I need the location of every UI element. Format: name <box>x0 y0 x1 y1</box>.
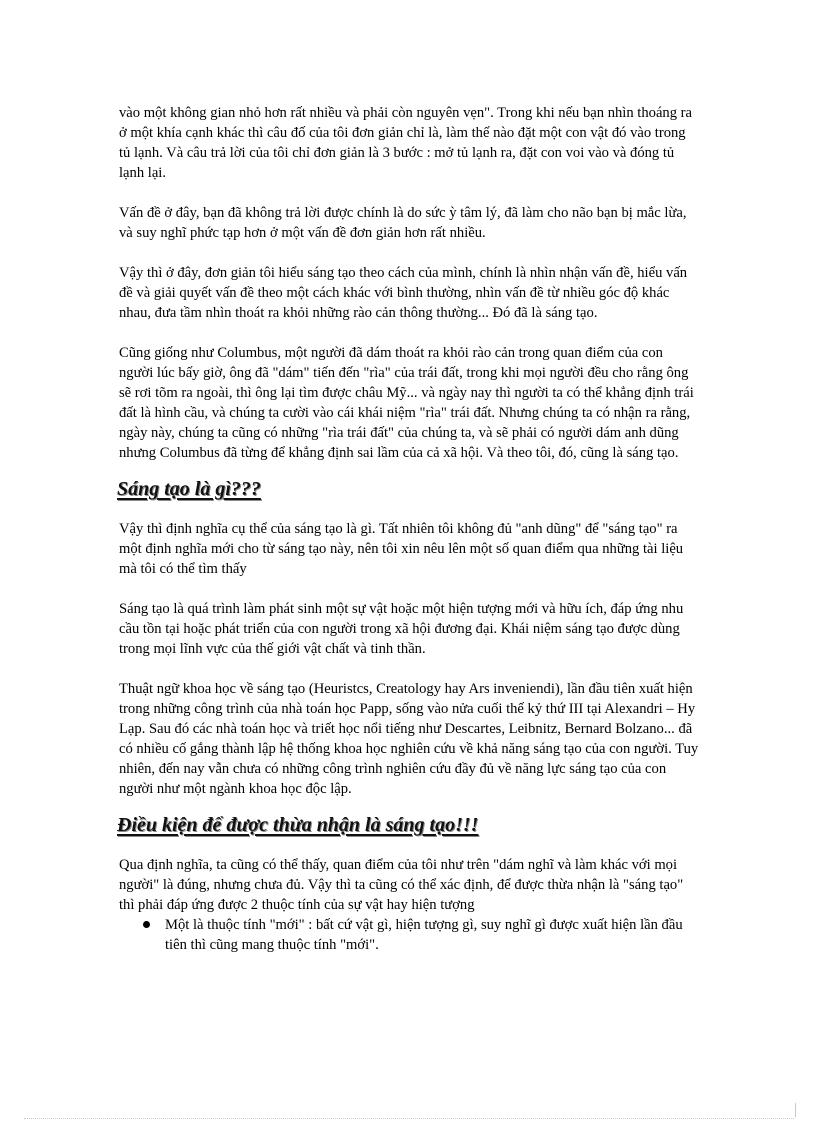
page-bottom-border <box>24 1118 794 1119</box>
paragraph: Qua định nghĩa, ta cũng có thể thấy, quan điểm của tôi như trên "dám nghĩ và làm khác với mọi người" là đúng, nhưng chưa đủ. Vậy thì ta cũng có thể xác định, để được thừa nhận là "sáng tạo" thì phải đáp ứng được 2 thuộc tính của sự vật hay hiện tượng <box>119 857 684 913</box>
section-heading-conditions: Điều kiện để được thừa nhận là sáng tạo!!! <box>117 814 479 836</box>
paragraph: Vậy thì ở đây, đơn giản tôi hiểu sáng tạo theo cách của mình, chính là nhìn nhận vấn đề, hiểu vấn đề và giải quyết vấn đề theo một cách khác với bình thường, nhìn vấn đề từ nhiều góc độ khác nhau, đưa tầm nhìn thoát ra khỏi những rào cản thông thường... Đó đã là sáng tạo. <box>119 265 688 321</box>
bullet-item <box>119 915 699 955</box>
bullet-text: Một là thuộc tính "mới" : bất cứ vật gì, hiện tượng gì, suy nghĩ gì được xuất hiện lần đầu tiên thì cũng mang thuộc tính "mới". <box>165 917 683 953</box>
paragraph: Vấn đề ở đây, bạn đã không trả lời được chính là do sức ỳ tâm lý, đã làm cho não bạn bị mắc lừa, và suy nghĩ phức tạp hơn ở một vấn đề đơn giản hơn rất nhiều. <box>119 205 687 241</box>
paragraph: Thuật ngữ khoa học về sáng tạo (Heuristcs, Creatology hay Ars inveniendi), lần đầu tiên xuất hiện trong những công trình của nhà toán học Papp, sống vào nửa cuối thế kỷ thứ III tại Alexandri – Hy Lạp. Sau đó các nhà toán học và triết học nổi tiếng như Descartes, Leibnitz, Bernard Bolzano... đã có nhiều cố gắng thành lập hệ thống khoa học nghiên cứu về khả năng sáng tạo của con người. Tuy nhiên, đến nay vẫn chưa có những công trình nghiên cứu đầy đủ về năng lực sáng tạo của con người như một ngành khoa học độc lập. <box>119 681 699 797</box>
document-body <box>119 103 699 955</box>
page-corner-mark <box>795 1103 810 1117</box>
paragraph: vào một không gian nhỏ hơn rất nhiều và phải còn nguyên vẹn". Trong khi nếu bạn nhìn thoáng ra ở một khía cạnh khác thì câu đố của tôi đơn giản chỉ là, làm thế nào đặt một con vật đó vào trong tủ lạnh. Và câu trả lời của tôi chỉ đơn giản là 3 bước : mở tủ lạnh ra, đặt con voi vào và đóng tủ lạnh lại. <box>119 105 693 181</box>
bullet-dot-icon <box>143 921 150 928</box>
bullet-list <box>119 915 699 955</box>
paragraph: Vậy thì định nghĩa cụ thể của sáng tạo là gì. Tất nhiên tôi không đủ "anh dũng" để "sáng tạo" ra một định nghĩa mới cho từ sáng tạo này, nên tôi xin nêu lên một số quan điểm qua những tài liệu mà tôi có thể tìm thấy <box>119 521 684 577</box>
paragraph: Cũng giống như Columbus, một người đã dám thoát ra khỏi rào cản trong quan điểm của con người lúc bấy giờ, ông đã "dám" tiến đến "rìa" của trái đất, trong khi mọi người đều cho rằng ông sẽ rơi tõm ra ngoài, thì ông lại tìm được châu Mỹ... và ngày nay thì người ta có thể khẳng định trái đất là hình cầu, và chúng ta cười vào cái khái niệm "rìa" trái đất. Nhưng chúng ta có nhận ra rằng, ngày này, chúng ta cũng có những "rìa trái đất" của chúng ta, và sẽ phải có người dám anh dũng nhưng Columbus đã từng để khẳng định sai lầm của cả xã hội. Và theo tôi, đó, cũng là sáng tạo. <box>119 345 694 461</box>
section-heading-what-is-creativity: Sáng tạo là gì??? <box>117 478 261 500</box>
paragraph: Sáng tạo là quá trình làm phát sinh một sự vật hoặc một hiện tượng mới và hữu ích, đáp ứng nhu cầu tồn tại hoặc phát triển của con người trong xã hội đương đại. Khái niệm sáng tạo được dùng trong mọi lĩnh vực của thế giới vật chất và tinh thần. <box>119 601 684 657</box>
